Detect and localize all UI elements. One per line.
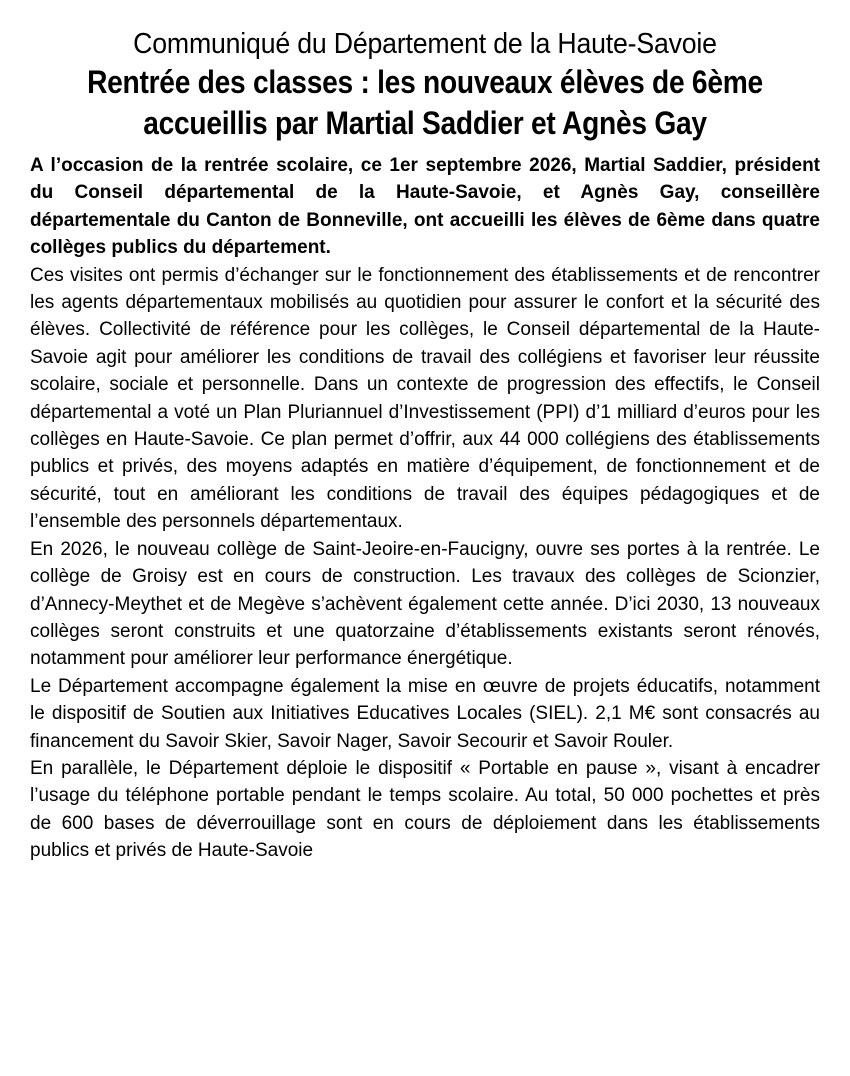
body-paragraph-2: En 2026, le nouveau collège de Saint-Jeoire-en-Faucigny, ouvre ses portes à la rentrée. Le collège de Groisy est en cours de construction. Les travaux des collèges de Scionzier, d’Annecy-Meythet et de Megève s’achèvent également cette année. D’ici 2030, 13 nouveaux collèges seront construits et une quatorzaine d’établissements existants seront rénovés, notamment pour améliorer leur performance énergétique. xyxy=(30,538,820,670)
body-paragraph-1: Ces visites ont permis d’échanger sur le fonctionnement des établissements et de rencontrer les agents départementaux mobilisés au quotidien pour assurer le confort et la sécurité des élèves. Collectivité de référence pour les collèges, le Conseil départemental de la Haute-Savoie agit pour améliorer les conditions de travail des collégiens et favoriser leur réussite scolaire, sociale et personnelle. Dans un contexte de progression des effectifs, le Conseil départemental a voté un Plan Pluriannuel d’Investissement (PPI) d’1 milliard d’euros pour les collèges en Haute-Savoie. Ce plan permet d’offrir, aux 44 000 collégiens des établissements publics et privés, des moyens adaptés en matière d’équipement, de fonctionnement et de sécurité, tout en améliorant les conditions de travail des équipes pédagogiques et de l’ensemble des personnels départementaux. xyxy=(30,264,820,533)
headline-line-2: accueillis par Martial Saddier et Agnès Gay xyxy=(143,105,707,141)
body-paragraph-4: En parallèle, le Département déploie le dispositif « Portable en pause », visant à encadrer l’usage du téléphone portable pendant le temps scolaire. Au total, 50 000 pochettes et près de 600 bases de déverrouillage sont en cours de déploiement dans les établissements publics et privés de Haute-Savoie xyxy=(30,757,820,862)
lead-paragraph: A l’occasion de la rentrée scolaire, ce 1er septembre 2026, Martial Saddier, président du Conseil départemental de la Haute-Savoie, et Agnès Gay, conseillère départementale du Canton de Bonneville, ont accueilli les élèves de 6ème dans quatre collèges publics du département. xyxy=(30,155,820,259)
body-paragraph-3: Le Département accompagne également la mise en œuvre de projets éducatifs, notamment le dispositif de Soutien aux Initiatives Educatives Locales (SIEL). 2,1 M€ sont consacrés au financement du Savoir Skier, Savoir Nager, Savoir Secourir et Savoir Rouler. xyxy=(30,675,820,752)
press-release-kicker: Communiqué du Département de la Haute-Savoie xyxy=(133,28,717,60)
headline-line-1: Rentrée des classes : les nouveaux élèves de 6ème xyxy=(87,64,763,100)
